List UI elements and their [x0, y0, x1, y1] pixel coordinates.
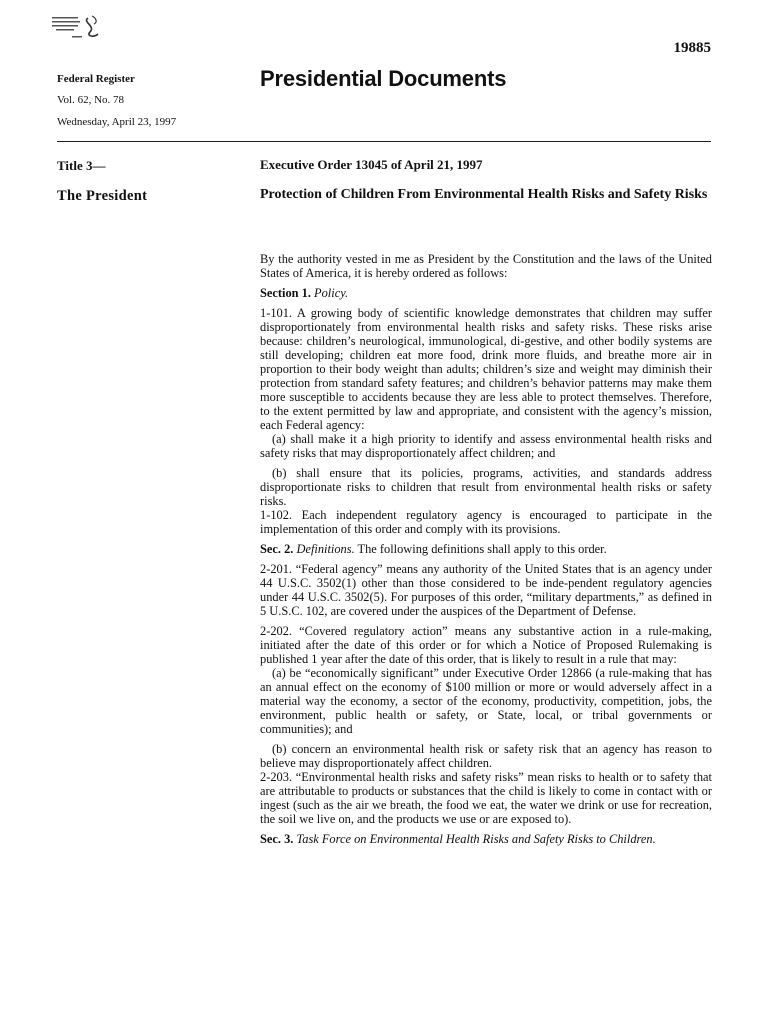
header-divider	[57, 141, 711, 142]
publication-name: Federal Register	[57, 73, 135, 85]
section-3-label: Sec. 3.	[260, 832, 294, 846]
preamble: By the authority vested in me as President by the Constitution and the laws of the United States of America, it is hereby ordered as follows:	[260, 252, 712, 280]
paragraph-2-202-b: (b) concern an environmental health risk or safety risk that an agency has reason to believe may disproportionately affect children.	[260, 742, 712, 770]
order-body	[260, 252, 712, 846]
section-1-label: Section 1.	[260, 286, 311, 300]
paragraph-1-101: 1-101. A growing body of scientific knowledge demonstrates that children may suffer disproportionately from environmental health risks and safety risks. These risks arise because: children’s neurological, immunological, di-gestive, and other bodily systems are still developing; children eat more food, drink more fluids, and breathe more air in proportion to their body weight than adults; children’s size and weight may diminish their protection from standard safety features; and children’s behavior patterns may make them more susceptible to accidents because they are less able to protect themselves. Therefore, to the extent permitted by law and appropriate, and consistent with the agency’s mission, each Federal agency:	[260, 306, 712, 432]
title-number: Title 3—	[57, 158, 106, 173]
title-name: The President	[57, 188, 148, 204]
paragraph-2-202: 2-202. “Covered regulatory action” means any substantive action in a rule-making, initiated after the date of this order or for which a Notice of Proposed Rulemaking is published 1 year after the date of this order, that is likely to result in a rule that may:	[260, 624, 712, 666]
volume-number: Vol. 62, No. 78	[57, 94, 125, 106]
section-2-heading	[260, 542, 712, 556]
executive-order-number: Executive Order 13045 of April 21, 1997	[260, 157, 483, 172]
section-3-title: Task Force on Environmental Health Risks and Safety Risks to Children.	[296, 832, 656, 846]
executive-order-subject: Protection of Children From Environmental Health Risks and Safety Risks	[260, 187, 708, 202]
paragraph-2-202-a: (a) be “economically significant” under Executive Order 12866 (a rule-making that has an annual effect on the economy of $100 million or more or would adversely affect in a material way the economy, a sector of the economy, productivity, competition, jobs, the environment, public health or safety, or State, local, or tribal governments or communities); and	[260, 666, 712, 736]
section-2-label: Sec. 2.	[260, 542, 294, 556]
page-number: 19885	[673, 40, 711, 56]
section-1-heading	[260, 286, 712, 300]
section-3-heading	[260, 832, 712, 846]
section-2-intro: The following definitions shall apply to this order.	[357, 542, 607, 556]
gpo-authenticated-seal-icon	[52, 14, 104, 42]
paragraph-1-101-b: (b) shall ensure that its policies, programs, activities, and standards address disproportionate risks to children that result from environmental health risks or safety risks.	[260, 466, 712, 508]
paragraph-1-102: 1-102. Each independent regulatory agency is encouraged to participate in the implementation of this order and comply with its provisions.	[260, 508, 712, 536]
publication-date: Wednesday, April 23, 1997	[57, 116, 177, 128]
section-1-title: Policy.	[314, 286, 349, 300]
paragraph-1-101-a: (a) shall make it a high priority to identify and assess environmental health risks and safety risks that may disproportionately affect children; and	[260, 432, 712, 460]
section-2-title: Definitions.	[296, 542, 355, 556]
paragraph-2-203: 2-203. “Environmental health risks and safety risks” mean risks to health or to safety that are attributable to products or substances that the child is likely to come in contact with or ingest (such as the air we breath, the food we eat, the water we drink or use for recreation, the soil we live on, and the products we use or are exposed to).	[260, 770, 712, 826]
section-heading: Presidential Documents	[260, 66, 507, 91]
paragraph-2-201: 2-201. “Federal agency” means any authority of the United States that is an agency under 44 U.S.C. 3502(1) other than those considered to be inde-pendent regulatory agencies under 44 U.S.C. 3502(5). For purposes of this order, “military departments,” as defined in 5 U.S.C. 102, are covered under the auspices of the Department of Defense.	[260, 562, 712, 618]
